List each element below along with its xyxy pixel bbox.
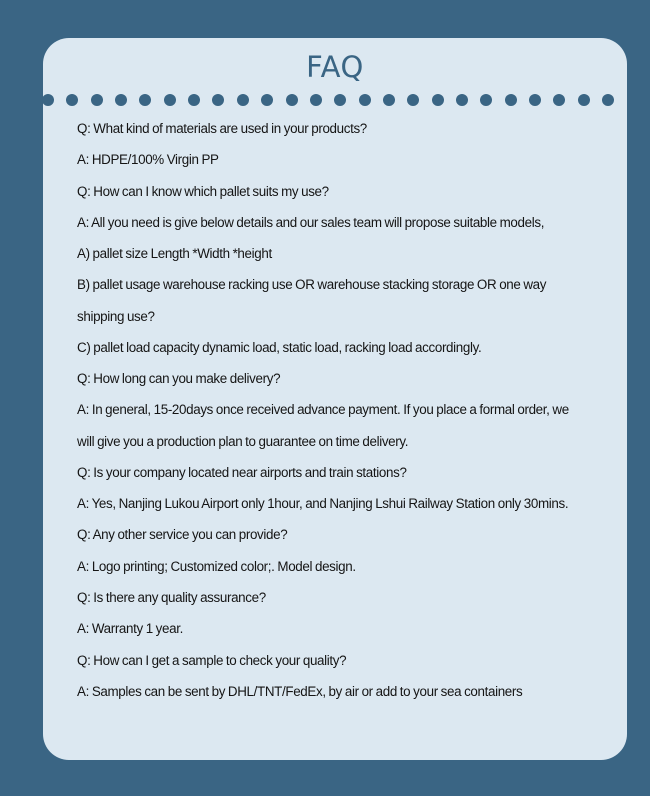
divider-dot bbox=[505, 94, 517, 106]
faq-line: A: Yes, Nanjing Lukou Airport only 1hour, and Nanjing Lshui Railway Station only 30mins. bbox=[77, 496, 569, 512]
divider-dot bbox=[115, 94, 127, 106]
page-title: FAQ bbox=[306, 50, 364, 84]
divider-dot bbox=[432, 94, 444, 106]
divider-dot bbox=[310, 94, 322, 106]
faq-line: A: HDPE/100% Virgin PP bbox=[77, 152, 219, 168]
faq-line: A: Warranty 1 year. bbox=[77, 621, 183, 637]
divider-dot bbox=[91, 94, 103, 106]
divider-dot bbox=[578, 94, 590, 106]
faq-line: Q: How can I know which pallet suits my use? bbox=[77, 183, 329, 199]
faq-line: A: All you need is give below details and our sales team will propose suitable models, bbox=[77, 214, 545, 230]
faq-line: Q: Is your company located near airports and train stations? bbox=[77, 464, 407, 480]
faq-line: A: Samples can be sent by DHL/TNT/FedEx, by air or add to your sea containers bbox=[77, 683, 523, 699]
divider-dot bbox=[480, 94, 492, 106]
divider-dot bbox=[407, 94, 419, 106]
divider-dot bbox=[212, 94, 224, 106]
faq-line: C) pallet load capacity dynamic load, static load, racking load accordingly. bbox=[77, 339, 482, 355]
faq-line: A: In general, 15-20days once received advance payment. If you place a formal order, we bbox=[77, 402, 569, 418]
divider-dot bbox=[286, 94, 298, 106]
faq-line: Q: How can I get a sample to check your quality? bbox=[77, 652, 347, 668]
divider-dot bbox=[602, 94, 614, 106]
dotted-divider bbox=[0, 94, 650, 108]
divider-dot bbox=[359, 94, 371, 106]
divider-dot bbox=[164, 94, 176, 106]
faq-line: A: Logo printing; Customized color;. Model design. bbox=[77, 558, 356, 574]
divider-dot bbox=[42, 94, 54, 106]
faq-line: Q: How long can you make delivery? bbox=[77, 371, 281, 387]
divider-dot bbox=[237, 94, 249, 106]
faq-line: will give you a production plan to guarantee on time delivery. bbox=[77, 433, 409, 449]
divider-dot bbox=[334, 94, 346, 106]
divider-dot bbox=[553, 94, 565, 106]
faq-line: A) pallet size Length *Width *height bbox=[77, 246, 272, 262]
faq-line: Q: What kind of materials are used in your products? bbox=[77, 121, 367, 136]
divider-dot bbox=[529, 94, 541, 106]
faq-line: B) pallet usage warehouse racking use OR warehouse stacking storage OR one way bbox=[77, 277, 547, 293]
faq-line: shipping use? bbox=[77, 308, 155, 324]
faq-line: Q: Any other service you can provide? bbox=[77, 527, 288, 543]
divider-dot bbox=[261, 94, 273, 106]
faq-list bbox=[77, 118, 617, 712]
faq-line: Q: Is there any quality assurance? bbox=[77, 589, 266, 605]
divider-dot bbox=[383, 94, 395, 106]
divider-dot bbox=[188, 94, 200, 106]
divider-dot bbox=[139, 94, 151, 106]
divider-dot bbox=[456, 94, 468, 106]
divider-dot bbox=[66, 94, 78, 106]
